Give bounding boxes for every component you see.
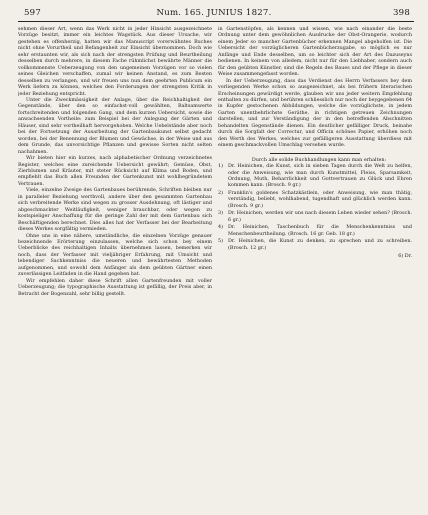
list-item bbox=[218, 190, 412, 209]
page-header bbox=[14, 6, 414, 20]
item-number: 5) bbox=[218, 238, 223, 245]
paragraph: Wir empfehlen daher diese Schrift allen Gartenfreunden mit voller Ueberzeugung; die typographische Ausstattung ist gefällig, der Preis aber, in Betracht der Bogenzahl, sehr billig gestellt. bbox=[18, 277, 212, 297]
list-item bbox=[218, 163, 412, 189]
paragraph: Ohne uns in eine nähere, umständliche, die einzelnen Vorzüge genauer bezeichnende Erörterung einzulassen, welche sich schon bey einem Ueberblicke des reichhaltigen Inhalts übernehmen lassen, bemerken wir noch, dass der Verfasser mit vieljähriger Erfahrung, mit Umsicht und lebendiger Sachkenntniss die neueren und bewährtesten Methoden aufgenommen, und sowohl dem Anfänger als dem geübten Gärtner einen zuverlässigen Leitfaden in die Hand gegeben hat. bbox=[18, 232, 212, 278]
item-text: Dr. Heinichen, Taschenbuch für die Menschenkenntniss und Menschenbeurtheilung. (Brosch. 16 gr. Geb. 18 gr.) bbox=[228, 224, 412, 237]
item-number: 4) bbox=[218, 224, 223, 231]
item-number: 1) bbox=[218, 163, 223, 170]
item-number: 3) bbox=[218, 210, 223, 217]
paragraph: Wir bieten hier ein kurzes, nach alphabetischer Ordnung verzeichnetes Register, welches eine zureichende Uebersicht gewährt; Gemüse, Obst, Zierblumen und Kräuter, mit steter Rücksicht auf Klima und Boden, und empfiehlt das Buch allen Freunden der Gartenkunst mit wohlbegründetem Vertrauen. bbox=[18, 155, 212, 187]
paragraph: In der Ueberzeugung, dass das Verdienst des Herrn Verfassers bey dem vorliegenden Werke schon so ausgezeichnet, als bei frühern literarischen Erscheinungen gewürdigt werde, glauben wir uns jeder weitern Empfehlung enthalten zu dürfen, und berühren schliesslich nur noch der beygegebenen 64 in Kupfer gestochenen Abbildungen, welche die vorzüglichste, in jedem Garten unentbehrlichste Geräthe, in richtigen getreuen Zeichnungen darstellen, und zur Verständigung der in den betreffenden Abschnitten behandelten Gegenstände dienen. Ein deutlicher gefälliger Druck, beinahe durch die Sorgfalt der Correctur, und Officin schönes Papier, erhöhen noch den Werth des Werkes, welches zur gefälligeren Ausstattung überdiess mit einem geschmackvollen Umschlag versehen wurde. bbox=[218, 77, 412, 149]
list-item bbox=[218, 210, 412, 223]
paragraph: in Gartenstöpfen, als kennen und wissen, wie nach einander die beste Ordnung unter dem gewöhnlichen Ausdrucke der Obst-Orangerie, wodurch einem Jeder so mancher Gartenbücher erkennen Mangel abgeholfen ist. Die Uebersicht der vorzüglicheren Gartenbücherzugabe, so möglich es nur Anfänge und Ende desselben, um so leichter sich der Art des Dazuseyns bedienen. In keinem von alledem, nicht nur für den Liebhaber, sondern auch für den geübten Künstler, sind die Regeln des Baues und der Pflege in dieser Weise zusammengefasst worden. bbox=[218, 26, 412, 78]
list-item bbox=[218, 224, 412, 237]
header-rule bbox=[18, 21, 414, 22]
paragraph: sehmen dieser Art, wenn das Werk nicht in jeder Hinsicht ausgezeichnete Vorzüge besitzt, immer ein leichtes Wagstück. Aus dieser Ursache, wir gestehen es offenherzig, hatten wir das Manuscript vorerwähntes Buches nicht ohne Vorurtheil und Befangenheit zur Einsicht übernommen. Doch wie sehr erstaunten wir, als sich nach der strengsten Prüfung und Beurtheilung desselben durch mehrere, in diesem Fache rühmlichst bewährte Männer die vollkommenste Ueberzeugung von den ungemeinen Vorzügen vor so vielen seines Gleichen verschaffen, zumal wir keinen Anstand, es zum Besten desselben zu verlangen, und wir freuen uns nun dem geehrten Publicum ein Werk liefern zu können, welches den Forderungen der strengsten Kritik in jeder Beziehung entspricht. bbox=[18, 26, 212, 97]
section-divider bbox=[270, 153, 360, 154]
item-text: Franklin's goldenes Schatzkästlein, oder Anweisung, wie man thätig, verständig, beliebt, wohlhabend, tugendhaft und glücklich werden kann. (Brosch. 9 gr.) bbox=[228, 189, 412, 209]
catchword: 6) Dr. bbox=[398, 252, 412, 259]
left-column bbox=[18, 26, 212, 510]
paragraph: Unter die Zweckmässigkeit der Anlage, über die Reichhaltigkeit der Gegenstände, über den so einfachst-voll gewählten, Baltsamwerte fortschreitenden und folgenden Gang, und dem kurzen Uebersicht, sowie die anwachsenden Vortheile: zum Beispiel bei der Anlegung der Gärten und Häuser, sind sehr vortheilhaft hervorgehoben. Welche Uebelstände aber noch bei der Fortsetzung der Ausarbeitung der Gartenbaukunst selbst gedacht worden, bei der Benennung der Blumen und Gewächse, in der Weise und aus dem Grunde, das unvorsichtige Pflanzen und gewisse Sorten nicht selten nachahmen. bbox=[18, 96, 212, 155]
notice-heading: Durch alle solide Buchhandlungen kann man erhalten: bbox=[251, 156, 387, 163]
item-text: Dr. Heinichen, werden wir uns nach diesem Leben wieder sehen? (Brosch. 6 gr.) bbox=[228, 210, 412, 223]
right-column bbox=[218, 26, 412, 510]
page-number-right: 398 bbox=[392, 8, 410, 18]
issue-line: Num. 165. JUNIUS 1827. bbox=[156, 8, 272, 18]
item-number: 2) bbox=[218, 189, 223, 196]
item-text: Dr. Heinichen, die Kunst, sich in sieben Tagen durch die Welt zu helfen, oder die Anweisung, wie man durch Kunstmittel, Fleiss, Sparsamkeit, Ordnung, Muth, Beharrlichkeit und Gottvertrauen zu Glück und Ehren kommen kann. (Brosch. 9 gr.) bbox=[228, 163, 412, 189]
list-item bbox=[218, 238, 412, 251]
item-text: Dr. Heinichen, die Kunst zu denken, zu sprechen und zu schreiben. (Brosch. 12 gr.) bbox=[228, 238, 412, 251]
page-number-left: 597 bbox=[24, 8, 42, 18]
paragraph: Viele, einzelne Zweige des Gartenbaues berührende, Schriften bleiben nur in paralleler Beziehung werthvoll, andere über den gesammten Gartenbau sich verbreitende Werke sind wegen zu grosser Ausdehnung, oft lästiger und abgeschmackter Weitläufigkeit, weniger brauchbar, oder wegen zu kostspieliger Anschaffung für die geringe Zahl der mit dem Gartenbau sich Beschäftigenden berechnet. Dies alles hat der Verfasser bei der Bearbeitung dieses Werkes sorgfältig vermieden. bbox=[18, 187, 212, 233]
book-notice bbox=[218, 157, 412, 260]
